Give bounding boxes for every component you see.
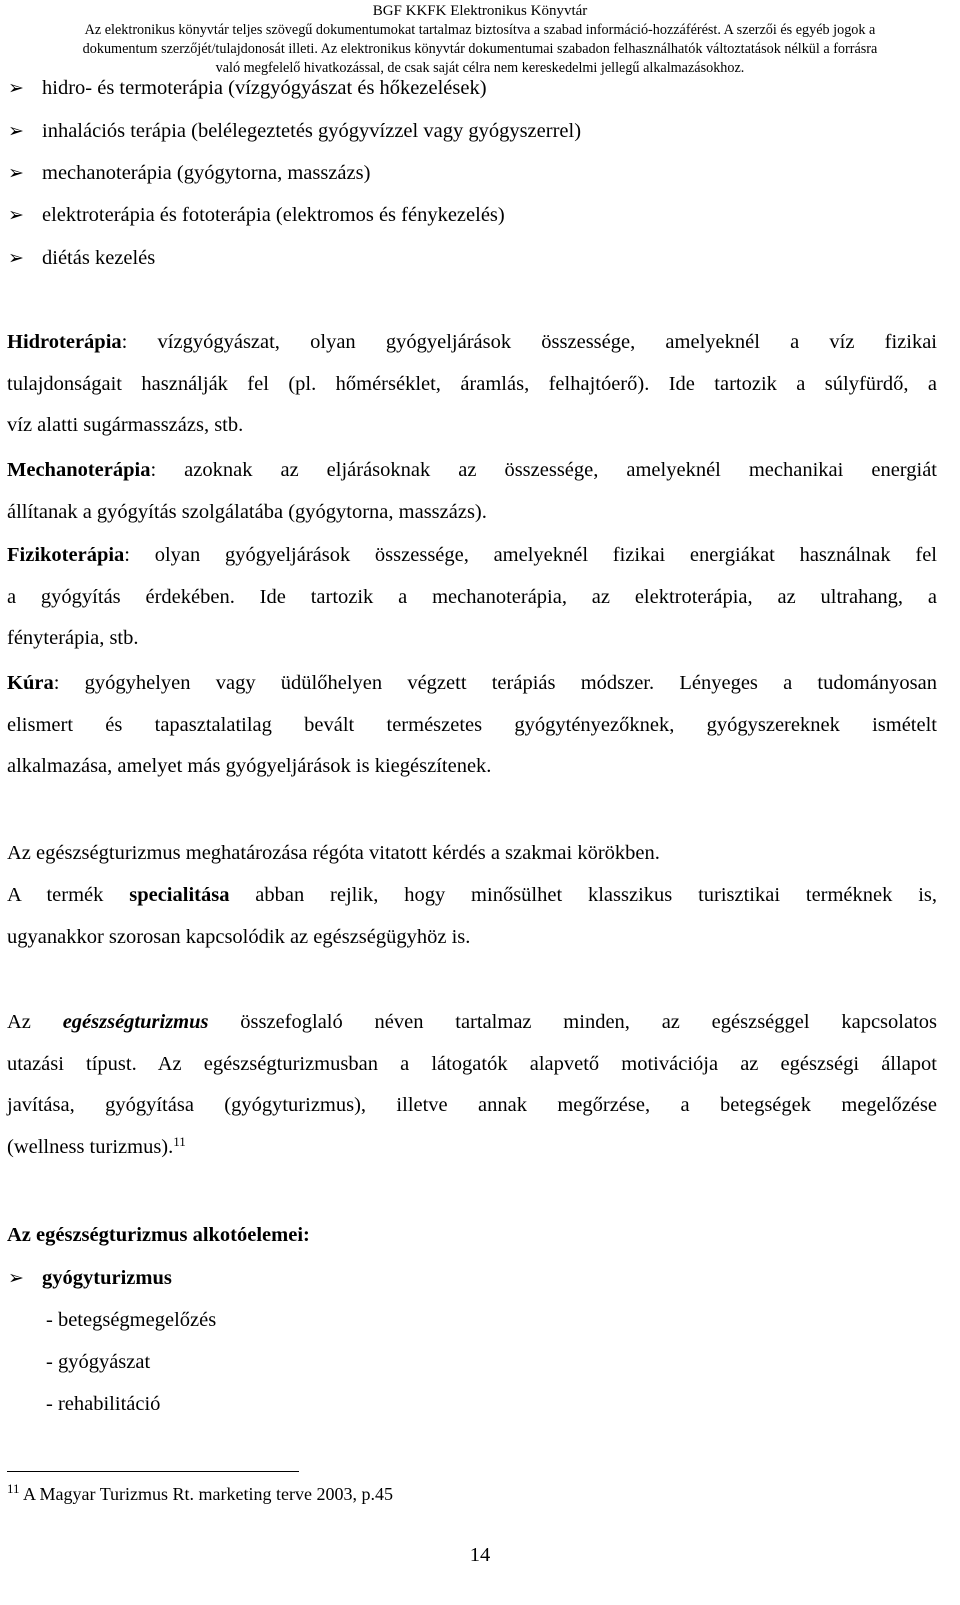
definition-text: víz alatti sugármasszázs, stb. xyxy=(7,414,244,436)
header-notice-line-3: való megfelelő hivatkozással, de csak saját célra nem kereskedelmi jellegű alkalmazásokhoz. xyxy=(215,60,745,76)
paragraph-definition-debate xyxy=(7,833,937,875)
paragraph-health-tourism xyxy=(7,1002,937,1168)
header-title: BGF KKFK Elektronikus Könyvtár xyxy=(372,3,588,19)
header-notice-line-2: dokumentum szerzőjét/tulajdonosát illeti. Az elektronikus könyvtár dokumentumai szabadon felhasználhatók változtatások nélkül a forrásra xyxy=(82,41,878,57)
definition-mechanoterapia xyxy=(7,450,937,533)
paragraph-text: Az xyxy=(7,1011,63,1033)
arrow-bullet-icon: ➢ xyxy=(8,1267,24,1289)
definition-kura xyxy=(7,663,937,788)
definition-text: : vízgyógyászat, olyan gyógyeljárások összessége, amelyeknél a víz fizikai xyxy=(121,331,937,353)
list-item-text: elektroterápia és fototerápia (elektromos és fénykezelés) xyxy=(42,204,505,226)
arrow-bullet-icon: ➢ xyxy=(8,247,24,269)
list-item-text: diétás kezelés xyxy=(42,247,156,269)
paragraph-text: Az egészségturizmus meghatározása régóta vitatott kérdés a szakmai körökben. xyxy=(7,842,660,864)
list-item-text: inhalációs terápia (belélegeztetés gyógyvízzel vagy gyógyszerrel) xyxy=(42,120,582,142)
arrow-bullet-icon: ➢ xyxy=(8,77,24,99)
paragraph-text: ugyanakkor szorosan kapcsolódik az egészségügyhöz is. xyxy=(7,925,471,948)
definition-text: : gyógyhelyen vagy üdülőhelyen végzett terápiás módszer. Lényeges a tudományosan xyxy=(53,672,937,694)
definition-text: a gyógyítás érdekében. Ide tartozik a mechanoterápia, az elektroterápia, az ultrahang, a xyxy=(7,585,937,608)
footnote-number: 11 xyxy=(7,1481,20,1496)
footnote-text: A Magyar Turizmus Rt. marketing terve 2003, p.45 xyxy=(19,1484,394,1504)
paragraph-specialty xyxy=(7,875,937,958)
definition-hidroterapia xyxy=(7,322,937,447)
page-number: 14 xyxy=(469,1544,491,1566)
arrow-bullet-icon: ➢ xyxy=(8,120,24,142)
footnote xyxy=(7,1483,393,1505)
paragraph-text: abban rejlik, hogy minősülhet klasszikus turisztikai terméknek is, xyxy=(229,884,937,906)
list-item-text: gyógyturizmus xyxy=(42,1267,172,1289)
term-hidroterapia: Hidroterápia xyxy=(7,331,122,353)
term-kura: Kúra xyxy=(7,672,54,694)
term-mechanoterapia: Mechanoterápia xyxy=(7,459,151,481)
list-item-text: hidro- és termoterápia (vízgyógyászat és hőkezelések) xyxy=(42,77,487,99)
header-notice-line-1: Az elektronikus könyvtár teljes szövegű dokumentumokat tartalmaz biztosítva a szabad információ-hozzáférést. A szerzői és egyéb jogok a xyxy=(84,22,876,38)
emphasis-specialitasa: specialitása xyxy=(129,884,230,906)
definition-text: tulajdonságait használják fel (pl. hőmérséklet, áramlás, felhajtóerő). Ide tartozik a súlyfürdő, a xyxy=(7,372,937,395)
list-item xyxy=(8,160,370,186)
footnote-reference[interactable]: 11 xyxy=(173,1133,186,1149)
sub-list-item: - gyógyászat xyxy=(46,1351,151,1373)
list-item xyxy=(8,75,487,101)
definition-text: elismert és tapasztalatilag bevált természetes gyógytényezőknek, gyógyszereknek ismételt xyxy=(7,713,937,736)
definition-text: fényterápia, stb. xyxy=(7,627,139,649)
definition-text: : azoknak az eljárásoknak az összessége, amelyeknél mechanikai energiát xyxy=(150,459,937,481)
sub-list-item: - betegségmegelőzés xyxy=(46,1309,217,1331)
library-header xyxy=(0,2,960,78)
paragraph-text: A termék xyxy=(7,884,130,906)
definition-fizikoterapia xyxy=(7,535,937,660)
definition-text: : olyan gyógyeljárások összessége, amelyeknél fizikai energiákat használnak fel xyxy=(124,544,937,566)
list-item xyxy=(8,202,505,228)
definition-text: alkalmazása, amelyet más gyógyeljárások is kiegészítenek. xyxy=(7,755,492,777)
paragraph-text: összefoglaló néven tartalmaz minden, az egészséggel kapcsolatos xyxy=(208,1011,937,1033)
arrow-bullet-icon: ➢ xyxy=(8,162,24,184)
section-heading xyxy=(7,1222,310,1248)
list-item xyxy=(8,1265,172,1291)
arrow-bullet-icon: ➢ xyxy=(8,204,24,226)
footnote-divider xyxy=(7,1471,299,1472)
paragraph-text: utazási típust. Az egészségturizmusban a látogatók alapvető motivációja az egészségi állapot xyxy=(7,1052,937,1075)
list-item-text: mechanoterápia (gyógytorna, masszázs) xyxy=(42,162,371,184)
section-heading-text: Az egészségturizmus alkotóelemei: xyxy=(7,1224,310,1246)
list-item xyxy=(8,245,155,271)
emphasis-egeszsegturizmus: egészségturizmus xyxy=(62,1011,209,1033)
term-fizikoterapia: Fizikoterápia xyxy=(7,544,125,566)
definition-text: állítanak a gyógyítás szolgálatába (gyógytorna, masszázs). xyxy=(7,500,487,523)
list-item xyxy=(8,118,581,144)
paragraph-text: javítása, gyógyítása (gyógyturizmus), illetve annak megőrzése, a betegségek megelőzése xyxy=(7,1094,937,1116)
paragraph-text: (wellness turizmus). xyxy=(7,1135,174,1158)
sub-list-item: - rehabilitáció xyxy=(46,1393,161,1415)
